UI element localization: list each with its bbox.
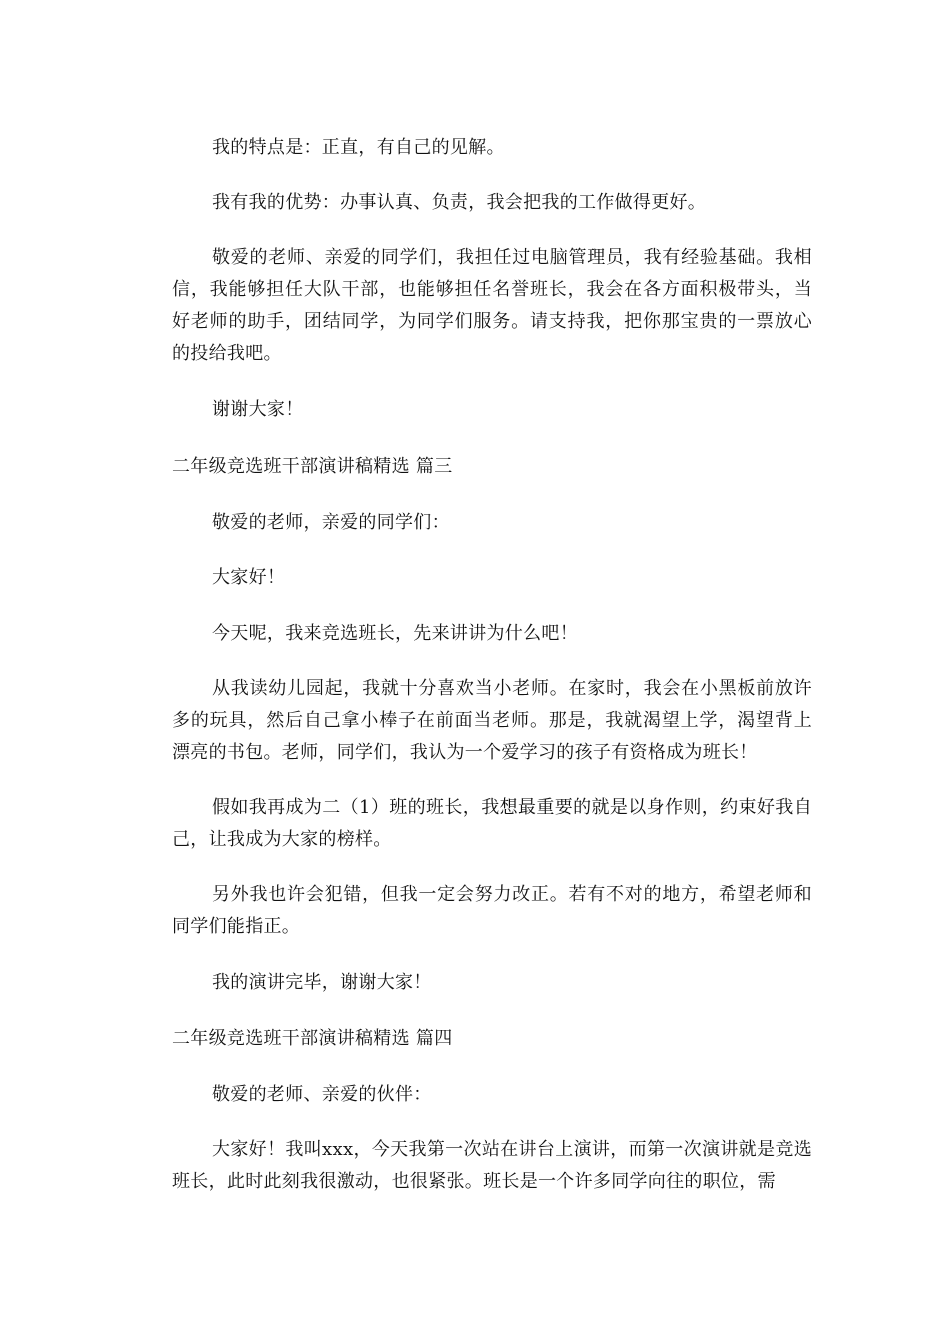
paragraph-thanks: 谢谢大家！ [212,399,304,420]
paragraph-greeting-partners: 敬爱的老师、亲爱的伙伴： [212,1084,432,1105]
paragraph-role-model: 假如我再成为二（1）班的班长，我想最重要的就是以身作则，约束好我自己，让我成为大家的榜样。 [172,797,812,850]
paragraph-closing: 我的演讲完毕，谢谢大家！ [212,972,432,993]
paragraph-mistakes: 另外我也许会犯错，但我一定会努力改正。若有不对的地方，希望老师和同学们能指正。 [172,884,812,937]
paragraph-self-intro: 大家好！我叫xxx，今天我第一次站在讲台上演讲，而第一次演讲就是竞选班长，此时此刻我很激动，也很紧张。班长是一个许多同学向往的职位，需 [172,1139,812,1192]
paragraph-kindergarten: 从我读幼儿园起，我就十分喜欢当小老师。在家时，我会在小黑板前放许多的玩具，然后自己拿小棒子在前面当老师。那是，我就渴望上学，渴望背上漂亮的书包。老师，同学们，我认为一个爱学习的孩子有资格成为班长！ [172,678,812,763]
section-heading-part3: 二年级竞选班干部演讲稿精选 篇三 [172,456,453,477]
paragraph-greeting-teachers: 敬爱的老师，亲爱的同学们： [212,512,450,533]
paragraph-traits: 我的特点是：正直，有自己的见解。 [212,137,505,158]
section-heading-part4: 二年级竞选班干部演讲稿精选 篇四 [172,1028,453,1049]
paragraph-experience: 敬爱的老师、亲爱的同学们，我担任过电脑管理员，我有经验基础。我相信，我能够担任大队干部，也能够担任名誉班长，我会在各方面积极带头，当好老师的助手，团结同学，为同学们服务。请支持我，把你那宝贵的一票放心的投给我吧。 [172,247,812,364]
paragraph-intro: 今天呢，我来竞选班长，先来讲讲为什么吧！ [212,623,578,644]
paragraph-hello: 大家好！ [212,567,286,588]
paragraph-advantages: 我有我的优势：办事认真、负责，我会把我的工作做得更好。 [212,192,707,213]
